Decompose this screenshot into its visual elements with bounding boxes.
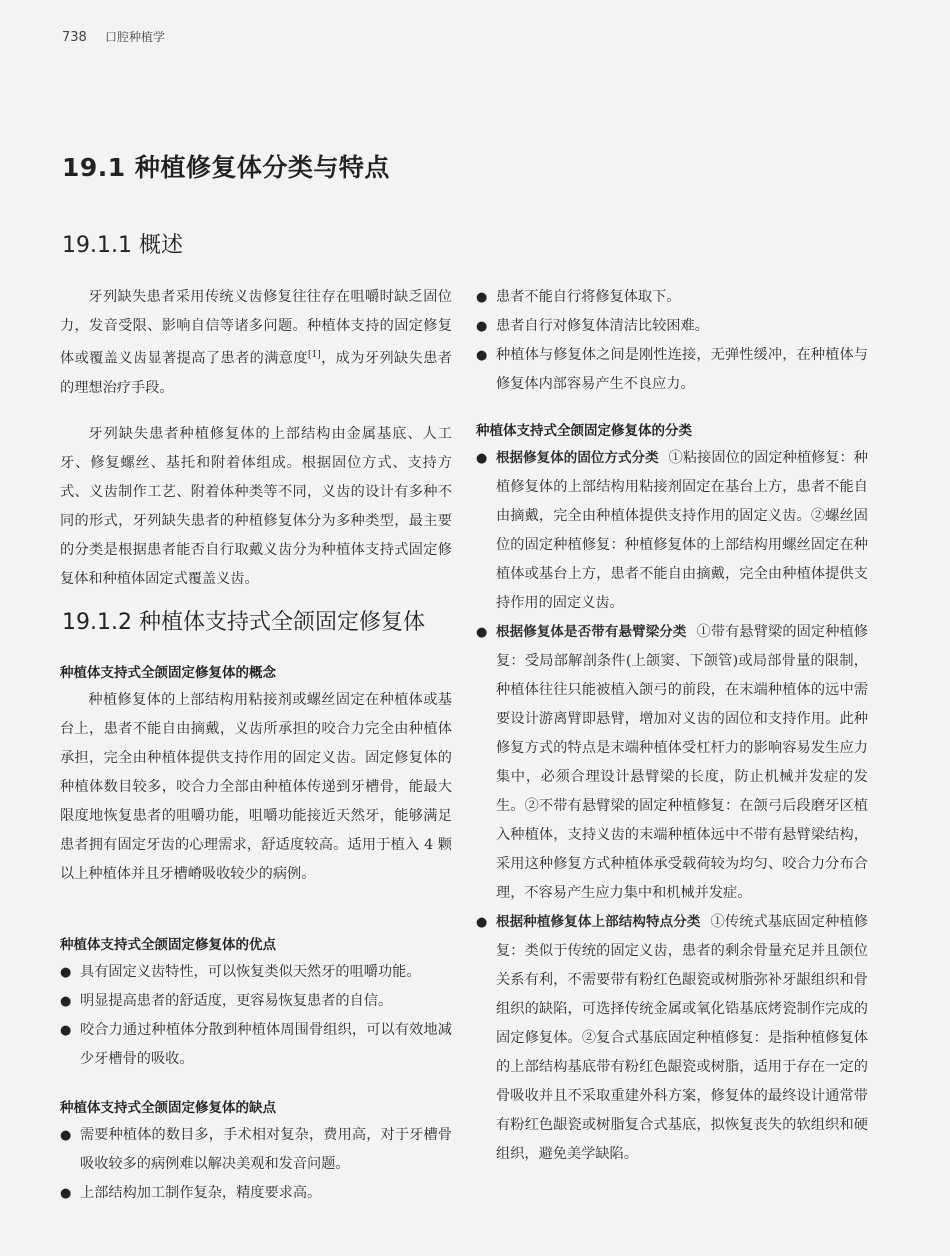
list-item: ● 根据种植修复体上部结构特点分类 ①传统式基底固定种植修复：类似于传统的固定义齿，患者的剩余骨量充足并且颌位关系有利，不需要带有粉红色龈瓷或树脂弥补牙龈组织和骨组织的缺陷，可选择传统金属或氧化锆基底烤瓷制作完成的固定修复体。②复合式基底固定种植修复：是指种植修复体的上部结构基底带有粉红色龈瓷或树脂，适用于存在一定的骨吸收并且不采取重建外科方案，修复体的最终设计通常带有粉红色龈瓷或树脂复合式基底，拟恢复丧失的软组织和硬组织，避免美学缺陷。 [476, 908, 868, 1169]
list-item: ● 具有固定义齿特性，可以恢复类似天然牙的咀嚼功能。 [60, 958, 452, 987]
cons-block-continued [476, 283, 868, 399]
citation-ref: [1] [307, 350, 321, 360]
list-item: ● 需要种植体的数目多，手术相对复杂，费用高，对于牙槽骨吸收较多的病例难以解决美观和发音问题。 [60, 1121, 452, 1179]
classification-block [476, 418, 868, 1169]
classification-lead: 根据修复体是否带有悬臂梁分类 [496, 624, 687, 640]
page-number: 738 [62, 30, 87, 45]
pros-block [60, 932, 452, 1074]
classification-lead: 根据种植修复体上部结构特点分类 [496, 914, 701, 930]
pros-heading: 种植体支持式全颌固定修复体的优点 [60, 937, 276, 953]
list-item: ● 根据修复体的固位方式分类 ①粘接固位的固定种植修复：种植修复体的上部结构用粘接剂固定在基台上方，患者不能自由摘戴，完全由种植体提供支持作用的固定义齿。②螺丝固位的固定种植修复：种植修复体的上部结构用螺丝固定在种植体或基台上方，患者不能自由摘戴，完全由种植体提供支持作用的固定义齿。 [476, 444, 868, 618]
list-item: ● 根据修复体是否带有悬臂梁分类 ①带有悬臂梁的固定种植修复：受局部解剖条件(上颌窦、下颌管)或局部骨量的限制，种植体往往只能被植入颌弓的前段，在末端种植体的远中需要设计游离臂即悬臂，增加对义齿的固位和支持作用。此种修复方式的特点是末端种植体受杠杆力的影响容易发生应力集中，必须合理设计悬臂梁的长度，防止机械并发症的发生。②不带有悬臂梁的固定种植修复：在颌弓后段磨牙区植入种植体，支持义齿的末端种植体远中不带有悬臂梁结构，采用这种修复方式种植体承受载荷较为均匀、咬合力分布合理，不容易产生应力集中和机械并发症。 [476, 618, 868, 908]
classification-lead: 根据修复体的固位方式分类 [496, 450, 659, 466]
overview-para-1: 牙列缺失患者采用传统义齿修复往往存在咀嚼时缺乏固位力，发音受限、影响自信等诸多问题。种植体支持的固定修复体或覆盖义齿显著提高了患者的满意度[1]，成为牙列缺失患者的理想治疗手段。 [60, 289, 452, 396]
running-header [62, 28, 165, 45]
list-item: ● 患者自行对修复体清洁比较困难。 [476, 312, 868, 341]
cons-block [60, 1095, 452, 1208]
list-item: ● 明显提高患者的舒适度，更容易恢复患者的自信。 [60, 987, 452, 1016]
book-title: 口腔种植学 [104, 30, 165, 44]
list-item: ● 咬合力通过种植体分散到种植体周围骨组织，可以有效地减少牙槽骨的吸收。 [60, 1016, 452, 1074]
list-item: ● 患者不能自行将修复体取下。 [476, 283, 868, 312]
cons-heading: 种植体支持式全颌固定修复体的缺点 [60, 1100, 276, 1116]
subsection-title-fixed: 19.1.2 种植体支持式全颌固定修复体 [62, 610, 425, 635]
overview-para-2: 牙列缺失患者种植修复体的上部结构由金属基底、人工牙、修复螺丝、基托和附着体组成。根据固位方式、支持方式、义齿制作工艺、附着体种类等不同，义齿的设计有多种不同的形式，牙列缺失患者的种植修复体分为多种类型，最主要的分类是根据患者能否自行取戴义齿分为种植体支持式固定修复体和种植体固定式覆盖义齿。 [60, 426, 452, 587]
concept-block [60, 660, 452, 889]
list-item: ● 种植体与修复体之间是刚性连接，无弹性缓冲，在种植体与修复体内部容易产生不良应力。 [476, 341, 868, 399]
classification-heading: 种植体支持式全颌固定修复体的分类 [476, 423, 692, 439]
list-item: ● 上部结构加工制作复杂，精度要求高。 [60, 1179, 452, 1208]
concept-heading: 种植体支持式全颌固定修复体的概念 [60, 665, 276, 681]
section-title: 19.1 种植修复体分类与特点 [62, 153, 390, 182]
concept-text: 种植修复体的上部结构用粘接剂或螺丝固定在种植体或基台上，患者不能自由摘戴，义齿所承担的咬合力完全由种植体承担，完全由种植体提供支持作用的固定义齿。固定修复体的种植体数目较多，咬合力全部由种植体传递到牙槽骨，能最大限度地恢复患者的咀嚼功能，咀嚼功能接近天然牙，能够满足患者拥有固定牙齿的心理需求，舒适度较高。适用于植入 4 颗以上种植体并且牙槽嵴吸收较少的病例。 [60, 692, 452, 882]
subsection-title-overview: 19.1.1 概述 [62, 233, 183, 258]
